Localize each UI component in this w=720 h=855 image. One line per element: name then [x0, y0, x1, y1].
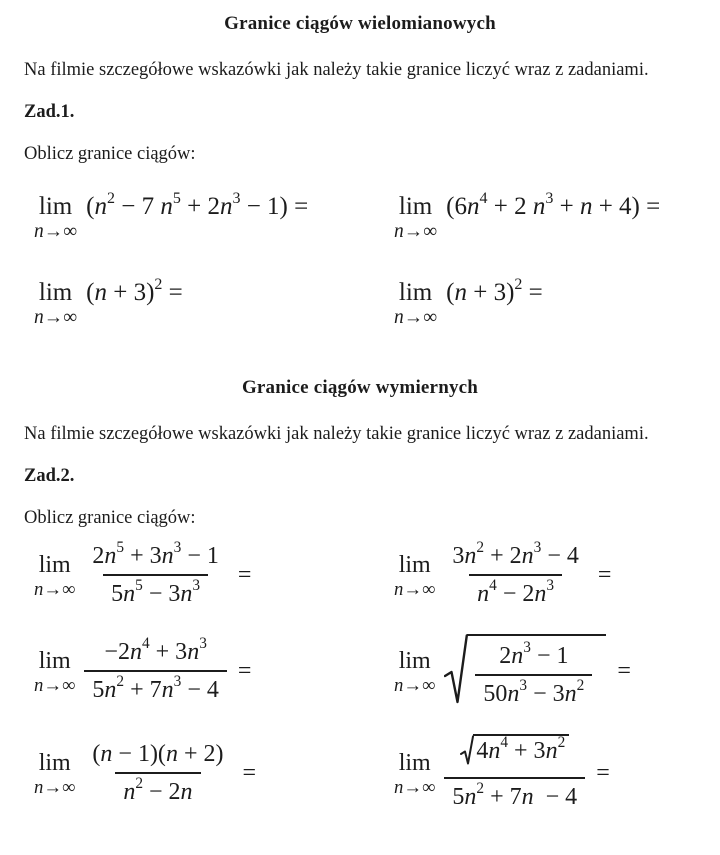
fraction-denominator: $n^4 - 2n^3$	[469, 574, 562, 608]
formula-poly-limit-3	[34, 275, 394, 328]
fraction-numerator: $2n^5 + 3n^3 - 1$	[92, 539, 219, 569]
formula-rational-limit-5	[34, 740, 394, 806]
limit-operator	[34, 748, 75, 798]
fraction	[84, 539, 226, 608]
limit-operator	[34, 550, 75, 600]
equals-sign: =	[237, 658, 252, 684]
formula-expression: ($n^2 - 7$ $n^5 + 2n^3 - 1$) =	[86, 189, 309, 220]
formula-rational-limit-4	[394, 634, 696, 708]
formula-poly-limit-1	[34, 189, 394, 242]
task2-formula-grid	[24, 539, 696, 811]
fraction-numerator: $3n^2 + 2n^3 - 4$	[452, 539, 579, 569]
lim-subscript: n→∞	[34, 307, 78, 328]
lim-word: lim	[38, 193, 73, 220]
task1-instruction: Oblicz granice ciągów:	[24, 144, 196, 164]
lim-subscript: n→∞	[394, 307, 438, 328]
equals-sign: =	[242, 759, 257, 786]
formula-rational-limit-1	[34, 539, 394, 608]
formula-rational-limit-3	[34, 635, 394, 704]
formula-poly-limit-2	[394, 189, 696, 242]
fraction	[84, 740, 231, 806]
limit-operator	[34, 646, 75, 696]
fraction-numerator: (n − 1)(n + 2)	[92, 740, 224, 767]
lim-word: lim	[398, 552, 431, 578]
fraction-denominator: $50n^3 - 3n^2$	[475, 674, 592, 708]
limit-operator	[394, 550, 435, 600]
lim-subscript: n→∞	[394, 579, 436, 600]
fraction-denominator: $5n^2 + 7n^3 - 4$	[84, 670, 226, 704]
lim-word: lim	[38, 552, 71, 578]
fraction-numerator	[452, 734, 577, 777]
formula-expression: $(n + 3)^2$ =	[446, 275, 543, 306]
fraction-denominator: $5n^2 + 7n$ − 4	[444, 777, 585, 811]
lim-subscript: n→∞	[34, 221, 78, 242]
lim-word: lim	[38, 648, 71, 674]
formula-rational-limit-2	[394, 539, 696, 608]
fraction-numerator: $-2n^4 + 3n^3$	[104, 635, 207, 665]
fraction	[444, 734, 585, 811]
formula-rational-limit-6	[394, 734, 696, 811]
lim-subscript: n→∞	[394, 776, 436, 798]
section1-title: Granice ciągów wielomianowych	[224, 13, 496, 34]
fraction-denominator: $n^2 - 2n$	[115, 772, 200, 806]
lim-subscript: n→∞	[34, 776, 76, 798]
lim-subscript: n→∞	[394, 675, 436, 696]
lim-word: lim	[398, 279, 433, 306]
formula-expression: $(n + 3)^2$ =	[86, 275, 183, 306]
fraction-numerator: $2n^3 - 1$	[499, 639, 569, 669]
formula-poly-limit-4	[394, 275, 696, 328]
sqrt-radical-icon	[444, 634, 468, 706]
lim-word: lim	[398, 749, 431, 776]
lim-subscript: n→∞	[34, 675, 76, 696]
limit-operator	[394, 646, 435, 696]
equals-sign: =	[596, 759, 610, 786]
square-root	[444, 634, 606, 708]
sqrt-radical-icon	[460, 735, 474, 766]
sqrt-content	[467, 634, 606, 708]
equals-sign: =	[597, 562, 612, 588]
fraction	[475, 639, 592, 708]
section1-intro-text: Na filmie szczegółowe wskazówki jak należy takie granice liczyć wraz z zadaniami.	[24, 60, 649, 80]
section2-title: Granice ciągów wymiernych	[241, 377, 479, 398]
fraction	[444, 539, 586, 608]
lim-subscript: n→∞	[34, 579, 76, 600]
equals-sign: =	[617, 658, 631, 684]
lim-word: lim	[38, 749, 71, 776]
limit-operator	[394, 748, 435, 798]
task2-label: Zad.2.	[24, 466, 75, 486]
limit-operator	[394, 192, 437, 242]
limit-operator	[34, 192, 77, 242]
section2-intro-text: Na filmie szczegółowe wskazówki jak należy takie granice liczyć wraz z zadaniami.	[24, 424, 649, 444]
fraction	[84, 635, 226, 704]
fraction-denominator: $5n^5 - 3n^3$	[103, 574, 208, 608]
task1-label: Zad.1.	[24, 102, 75, 122]
lim-word: lim	[38, 279, 73, 306]
limit-operator	[394, 278, 437, 328]
lim-word: lim	[398, 193, 433, 220]
equals-sign: =	[237, 562, 252, 588]
formula-expression: ($6n^4 + 2$ $n^3 + n + 4$) =	[446, 189, 661, 220]
task1-formula-grid	[24, 189, 696, 328]
lim-subscript: n→∞	[394, 221, 438, 242]
sqrt-content: $4n^4 + 3n^2$	[473, 734, 569, 764]
lim-word: lim	[398, 648, 431, 674]
square-root	[460, 734, 569, 766]
limit-operator	[34, 278, 77, 328]
task2-instruction: Oblicz granice ciągów:	[24, 508, 196, 528]
